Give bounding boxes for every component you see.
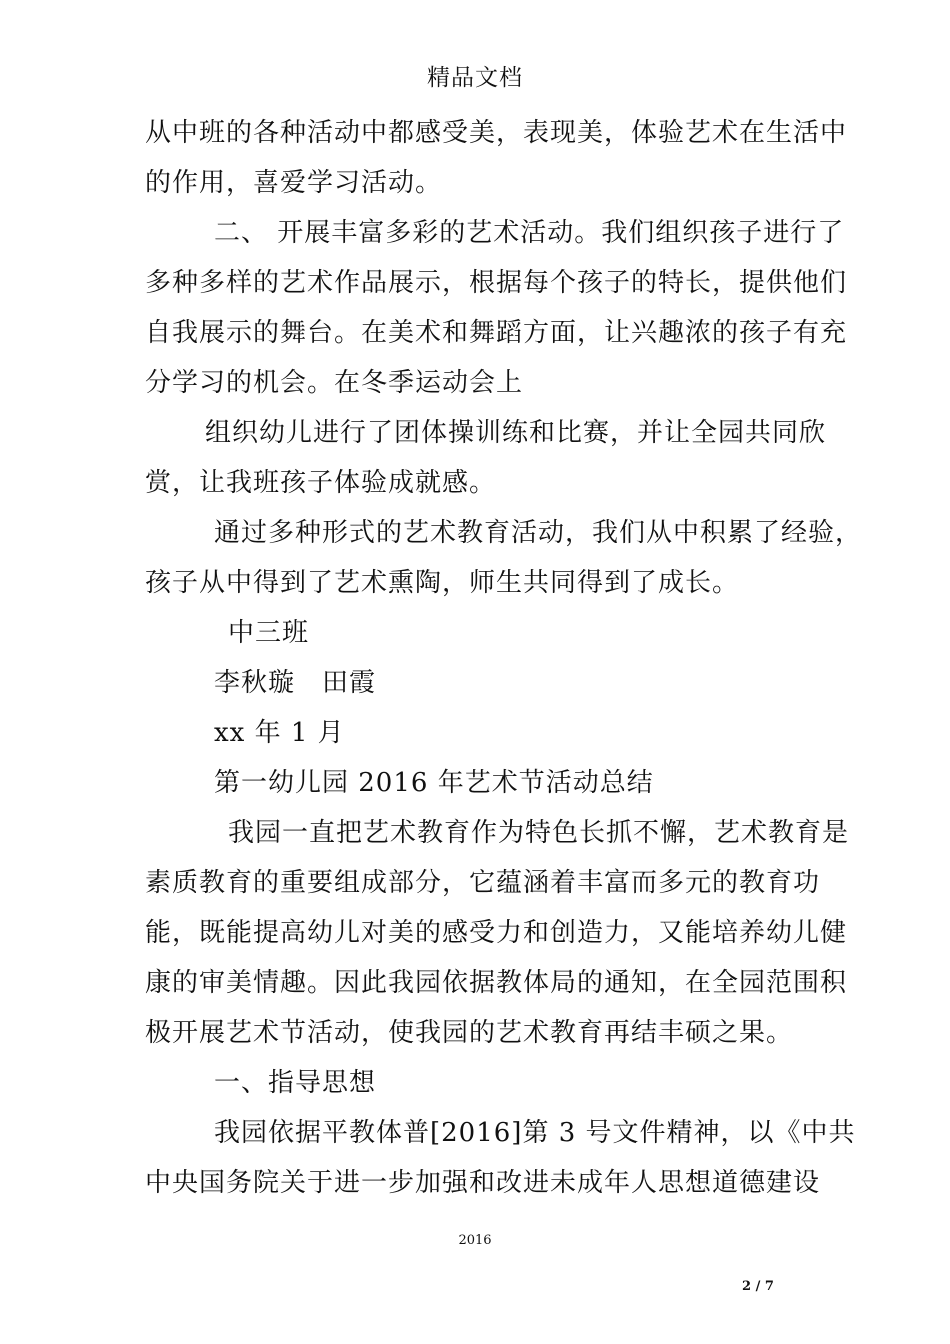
paragraph-line: 我园依据平教体普[2016]第 3 号文件精神，以《中共	[214, 1118, 856, 1148]
author-names: 李秋璇 田霞	[214, 668, 377, 698]
paragraph-line: 从中班的各种活动中都感受美，表现美，体验艺术在生活中	[145, 118, 848, 148]
subsection-heading: 一、指导思想	[214, 1068, 377, 1098]
paragraph-line: 通过多种形式的艺术教育活动，我们从中积累了经验，	[214, 518, 863, 548]
paragraph-line: 的作用，喜爱学习活动。	[145, 168, 443, 198]
document-date: xx 年 1 月	[214, 718, 345, 748]
paragraph-line: 多种多样的艺术作品展示，根据每个孩子的特长，提供他们	[145, 268, 848, 298]
class-name: 中三班	[228, 618, 310, 648]
paragraph-line: 组织幼儿进行了团体操训练和比赛，并让全园共同欣	[205, 418, 827, 448]
footer-year: 2016	[458, 1233, 492, 1248]
paragraph-line: 中央国务院关于进一步加强和改进未成年人思想道德建设	[145, 1168, 821, 1198]
section-title: 第一幼儿园 2016 年艺术节活动总结	[214, 768, 654, 798]
paragraph-line: 孩子从中得到了艺术熏陶，师生共同得到了成长。	[145, 568, 740, 598]
paragraph-line: 分学习的机会。在冬季运动会上	[145, 368, 524, 398]
page-header-title: 精品文档	[427, 65, 523, 91]
paragraph-line: 极开展艺术节活动，使我园的艺术教育再结丰硕之果。	[145, 1018, 794, 1048]
paragraph-line: 二、 开展丰富多彩的艺术活动。我们组织孩子进行了	[214, 218, 845, 248]
paragraph-line: 素质教育的重要组成部分，它蕴涵着丰富而多元的教育功	[145, 868, 821, 898]
paragraph-line: 能，既能提高幼儿对美的感受力和创造力，又能培养幼儿健	[145, 918, 848, 948]
paragraph-line: 康的审美情趣。因此我园依据教体局的通知，在全园范围积	[145, 968, 848, 998]
paragraph-line: 赏，让我班孩子体验成就感。	[145, 468, 497, 498]
page-number: 2 / 7	[742, 1279, 774, 1294]
paragraph-line: 自我展示的舞台。在美术和舞蹈方面，让兴趣浓的孩子有充	[145, 318, 848, 348]
paragraph-line: 我园一直把艺术教育作为特色长抓不懈，艺术教育是	[228, 818, 850, 848]
